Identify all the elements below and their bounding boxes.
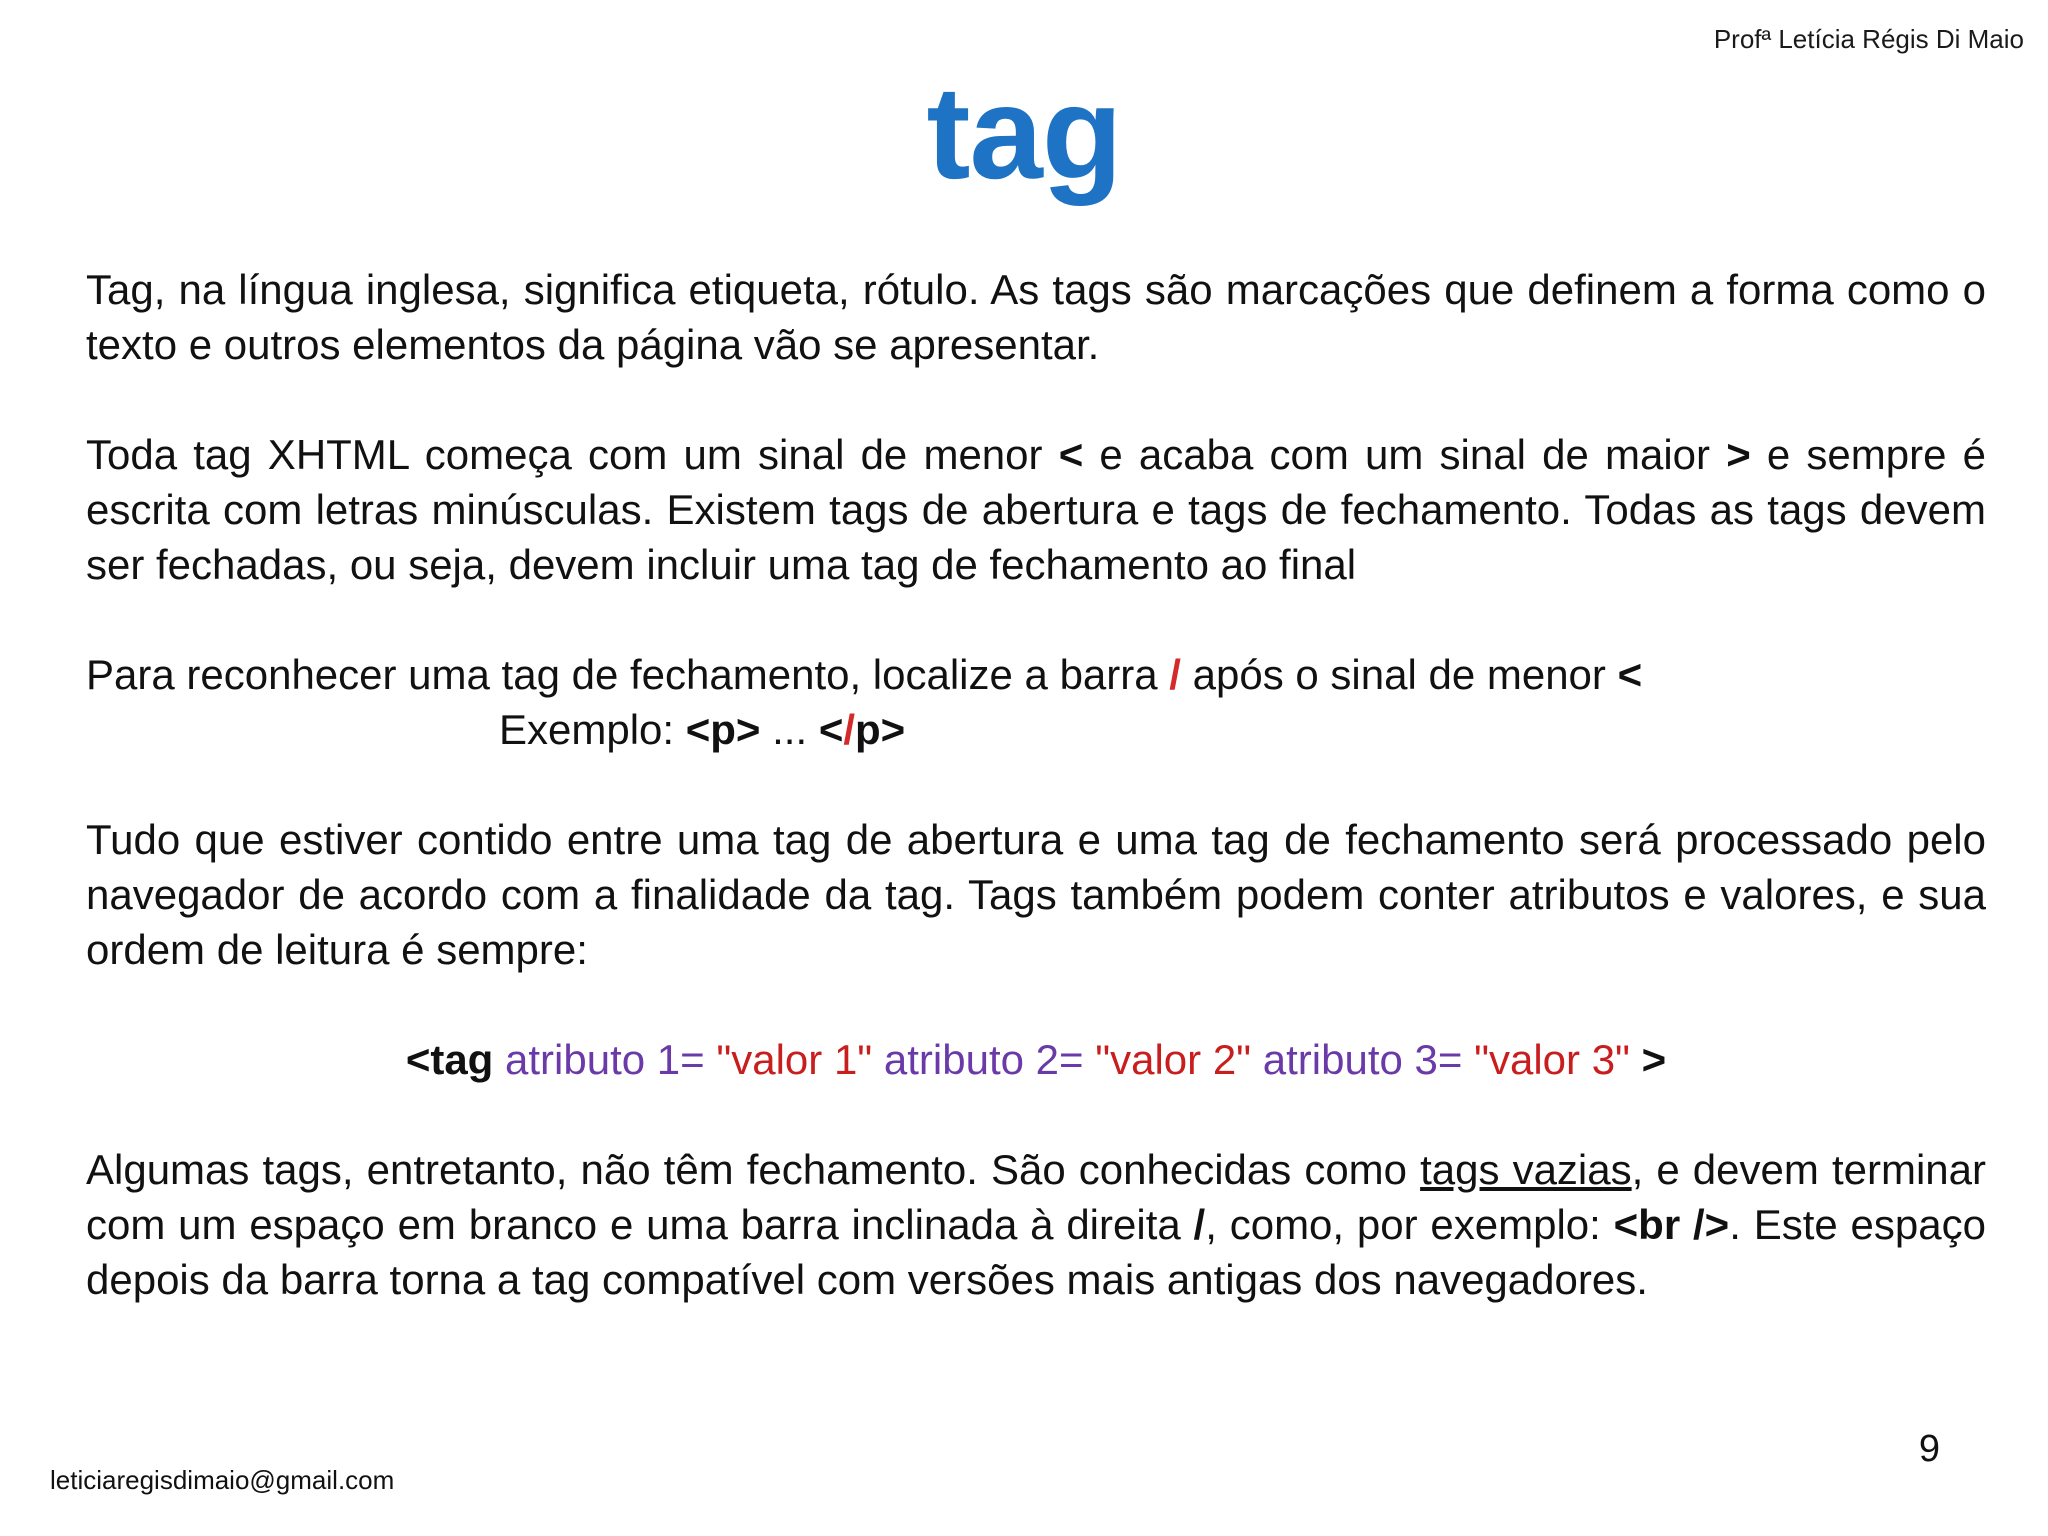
slide-content bbox=[86, 262, 1986, 1362]
text-segment: após o sinal de menor bbox=[1180, 651, 1618, 698]
example-close-rest: p> bbox=[855, 706, 906, 753]
footer-email: leticiaregisdimaio@gmail.com bbox=[50, 1465, 395, 1495]
br-tag-example: <br /> bbox=[1613, 1201, 1730, 1248]
less-than-symbol: < bbox=[1617, 651, 1643, 698]
text-segment: , como, por exemplo: bbox=[1205, 1201, 1614, 1248]
less-than-symbol: < bbox=[1058, 431, 1084, 478]
paragraph-closing-tag bbox=[86, 647, 1986, 757]
text-segment: Para reconhecer uma tag de fechamento, localize a barra bbox=[86, 651, 1170, 698]
attribute-syntax-line bbox=[86, 1032, 1986, 1087]
syntax-close: > bbox=[1629, 1036, 1667, 1083]
author-label: Profª Letícia Régis Di Maio bbox=[1713, 24, 2024, 54]
greater-than-symbol: > bbox=[1726, 431, 1751, 478]
example-close-lt: < bbox=[818, 706, 844, 753]
text-segment: Toda tag XHTML começa com um sinal de menor bbox=[86, 431, 1059, 478]
syntax-open: <tag bbox=[405, 1036, 494, 1083]
paragraph-empty-tags bbox=[86, 1142, 1986, 1307]
example-open-tag: <p> bbox=[685, 706, 761, 753]
text-segment: e sempre é escrita com letras minúsculas. Existem tags de abertura e tags de fechamento. Todas as tags devem ser fechadas, ou seja, devem incluir uma tag de fechamento ao final bbox=[86, 431, 1986, 588]
syntax-value-1: "valor 1" bbox=[716, 1036, 873, 1083]
syntax-attribute-1: atributo 1= bbox=[493, 1036, 717, 1083]
text-segment: e acaba com um sinal de maior bbox=[1083, 431, 1727, 478]
syntax-attribute-3: atributo 3= bbox=[1251, 1036, 1475, 1083]
example-line bbox=[86, 706, 905, 753]
paragraph-tag-syntax bbox=[86, 427, 1986, 592]
syntax-value-2: "valor 2" bbox=[1095, 1036, 1252, 1083]
slash-symbol: / bbox=[1169, 651, 1181, 698]
paragraph-attributes: Tudo que estiver contido entre uma tag de abertura e uma tag de fechamento será processado pelo navegador de acordo com a finalidade da tag. Tags também podem conter atributos e valores, e sua ordem de leitura é sempre: bbox=[86, 816, 1986, 973]
syntax-attribute-2: atributo 2= bbox=[872, 1036, 1096, 1083]
example-close-slash: / bbox=[843, 706, 856, 753]
example-label: Exemplo: bbox=[499, 706, 686, 753]
slash-symbol: / bbox=[1193, 1201, 1206, 1248]
syntax-value-3: "valor 3" bbox=[1474, 1036, 1630, 1083]
page-number: 9 bbox=[1918, 1428, 1940, 1470]
text-segment: Algumas tags, entretanto, não têm fechamento. São conhecidas como bbox=[86, 1146, 1421, 1193]
empty-tags-term: tags vazias bbox=[1420, 1146, 1632, 1193]
paragraph-definition: Tag, na língua inglesa, significa etiqueta, rótulo. As tags são marcações que definem a forma como o texto e outros elementos da página vão se apresentar. bbox=[86, 266, 1986, 368]
text-segment: , e devem terminar com um espaço em branco e uma barra inclinada à direita bbox=[86, 1146, 1986, 1248]
text-segment: . Este espaço depois da barra torna a tag compatível com versões mais antigas dos navegadores. bbox=[86, 1201, 1986, 1303]
slide-title: tag bbox=[926, 59, 1122, 206]
example-ellipsis: ... bbox=[760, 706, 819, 753]
